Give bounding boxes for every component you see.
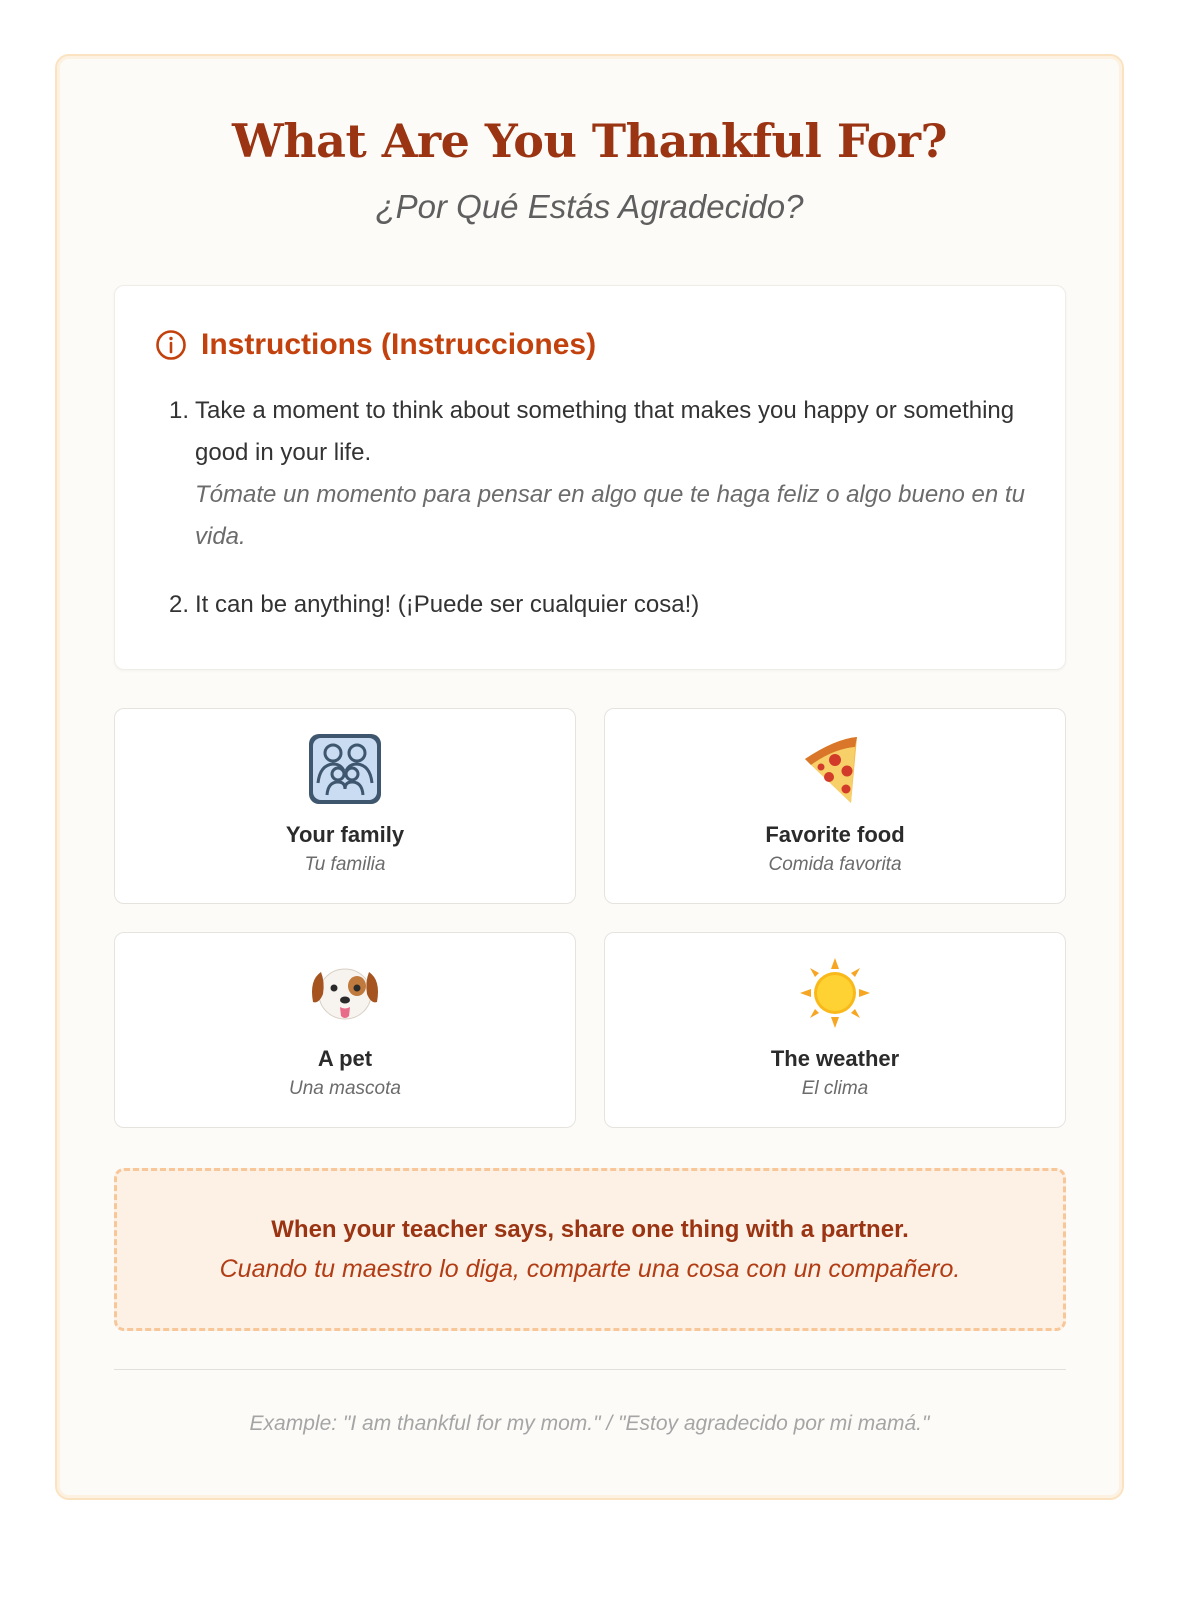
idea-label-en: The weather <box>770 1046 900 1071</box>
instruction-number: 2. <box>169 591 190 618</box>
share-callout <box>114 1168 1066 1331</box>
page-subtitle: ¿Por Qué Estás Agradecido? <box>375 188 804 225</box>
idea-label-es: Tu familia <box>304 854 386 875</box>
idea-label-en: Your family <box>285 822 405 847</box>
share-text-en: When your teacher says, share one thing with a partner. <box>271 1216 909 1243</box>
example-text: Example: "I am thankful for my mom." / "Estoy agradecido por mi mamá." <box>249 1412 930 1435</box>
instruction-number: 1. <box>169 397 190 424</box>
pizza-icon <box>799 733 871 805</box>
share-text-es: Cuando tu maestro lo diga, comparte una cosa con un compañero. <box>219 1255 961 1283</box>
instructions-title: Instructions (Instrucciones) <box>201 328 597 361</box>
dog-icon <box>307 960 383 1026</box>
worksheet-card <box>55 54 1124 1500</box>
info-icon <box>155 329 187 361</box>
idea-card-weather <box>604 932 1066 1128</box>
instruction-text-en: Take a moment to think about something that makes you happy or something good in your life. <box>195 397 1015 466</box>
instruction-text-es: Tómate un momento para pensar en algo que te haga feliz o algo bueno en tu vida. <box>195 481 1025 550</box>
idea-label-es: Una mascota <box>289 1078 401 1099</box>
family-icon <box>308 733 382 805</box>
idea-label-en: Favorite food <box>765 822 905 847</box>
idea-card-family <box>114 708 576 904</box>
instructions-list <box>169 390 1039 626</box>
instruction-item <box>169 584 1039 626</box>
idea-label-en: A pet <box>317 1046 373 1071</box>
instructions-panel <box>114 285 1066 670</box>
instructions-header <box>155 328 596 362</box>
idea-label-es: El clima <box>801 1078 869 1099</box>
instruction-item <box>169 390 1039 558</box>
idea-card-pet <box>114 932 576 1128</box>
idea-card-food <box>604 708 1066 904</box>
page-title: What Are You Thankful For? <box>232 114 947 168</box>
instruction-text-en: It can be anything! (¡Puede ser cualquier cosa!) <box>195 591 700 618</box>
idea-label-es: Comida favorita <box>768 854 902 875</box>
divider <box>114 1369 1066 1370</box>
sun-icon <box>799 957 871 1029</box>
